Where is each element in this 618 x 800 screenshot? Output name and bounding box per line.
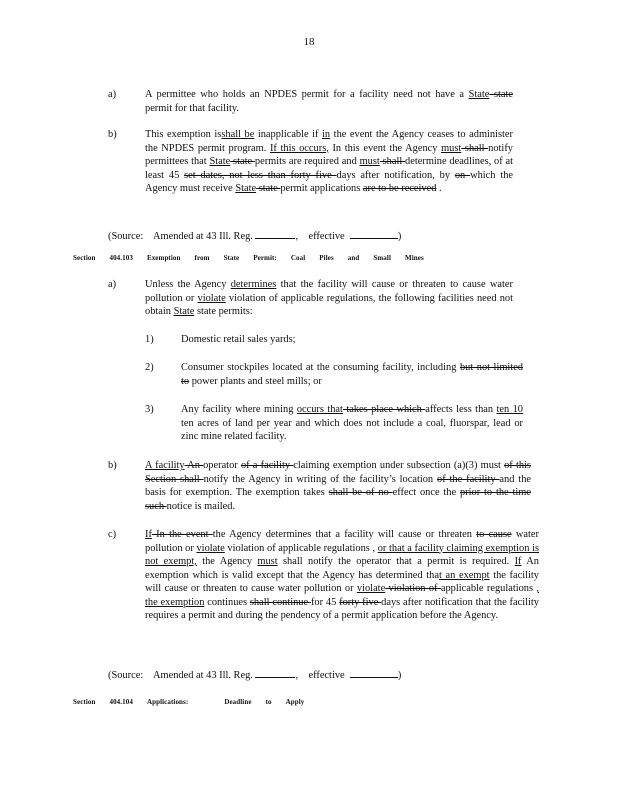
subsection-a-label: a) — [108, 279, 117, 290]
source-note: (Source: Amended at 43 Ill. Reg. , effective ) — [108, 228, 401, 244]
source-note: (Source: Amended at 43 Ill. Reg. , effective ) — [108, 667, 401, 683]
effective-date-blank — [350, 667, 398, 678]
subsection-a-text: Unless the Agency determines that the facility will cause or threaten to cause water pollution or violate violation of applicable regulations, the following facilities need not obtain State state permits: — [145, 279, 514, 317]
subsection-c-text: If In the event the Agency determines that a facility will cause or threaten to cause water pollution or violate violation of applicable regulations , or that a facility claiming exemption is not exempt, the Agency must shall notify the operator that a permit is required. If An exemption which is valid except that the Agency has determined that an exempt the facility will cause or threaten to cause water pollution or violate violation of applicable regulations , the exemption continues shall continue for 45 forty five days after notification that the facility requires a permit and during the pendency of a permit application before the Agency. — [145, 529, 540, 621]
subsection-a-label: a) — [108, 89, 117, 100]
subsection-b-text: This exemption isshall be inapplicable if in the event the Agency ceases to administer the NPDES permit program. If this occurs, In this event the Agency must shall notify permittees that State state permits are required and must shall determine deadlines, of at least 45 set dates, not less than forty five days after notification, by on which the Agency must receive State state permit applications are to be received . — [145, 129, 514, 194]
section-heading-404-104: Section 404.104 Applications: Deadline to Apply — [73, 698, 305, 706]
item-2-label: 2) — [145, 362, 154, 373]
subsection-a-text: A permittee who holds an NPDES permit for a facility need not have a State state permit for that facility. — [145, 89, 513, 114]
section-heading-404-103: Section 404.103 Exemption from State Permit: Coal Piles and Small Mines — [73, 254, 424, 262]
item-3-text: Any facility where mining occurs that takes place which affects less than ten 10 ten acres of land per year and which does not include a coal, fluorspar, lead or zinc mine related facility. — [181, 404, 523, 442]
subsection-b-label: b) — [108, 460, 117, 471]
register-blank — [255, 667, 295, 678]
item-2-text: Consumer stockpiles located at the consuming facility, including but not limited to power plants and steel mills; or — [181, 362, 523, 387]
effective-date-blank — [350, 228, 398, 239]
item-1-text: Domestic retail sales yards; — [181, 334, 296, 345]
item-3-label: 3) — [145, 404, 154, 415]
subsection-b-label: b) — [108, 129, 117, 140]
register-blank — [255, 228, 295, 239]
page-number: 18 — [303, 36, 315, 48]
item-1-label: 1) — [145, 334, 154, 345]
subsection-b-text: A facility An operator of a facility claiming exemption under subsection (a)(3) must of this Section shall notify the Agency in writing of the facility’s location of the facility and the basis for exemption. The exemption takes shall be of no effect once the prior to the time such notice is mailed. — [145, 460, 531, 512]
subsection-c-label: c) — [108, 529, 117, 540]
